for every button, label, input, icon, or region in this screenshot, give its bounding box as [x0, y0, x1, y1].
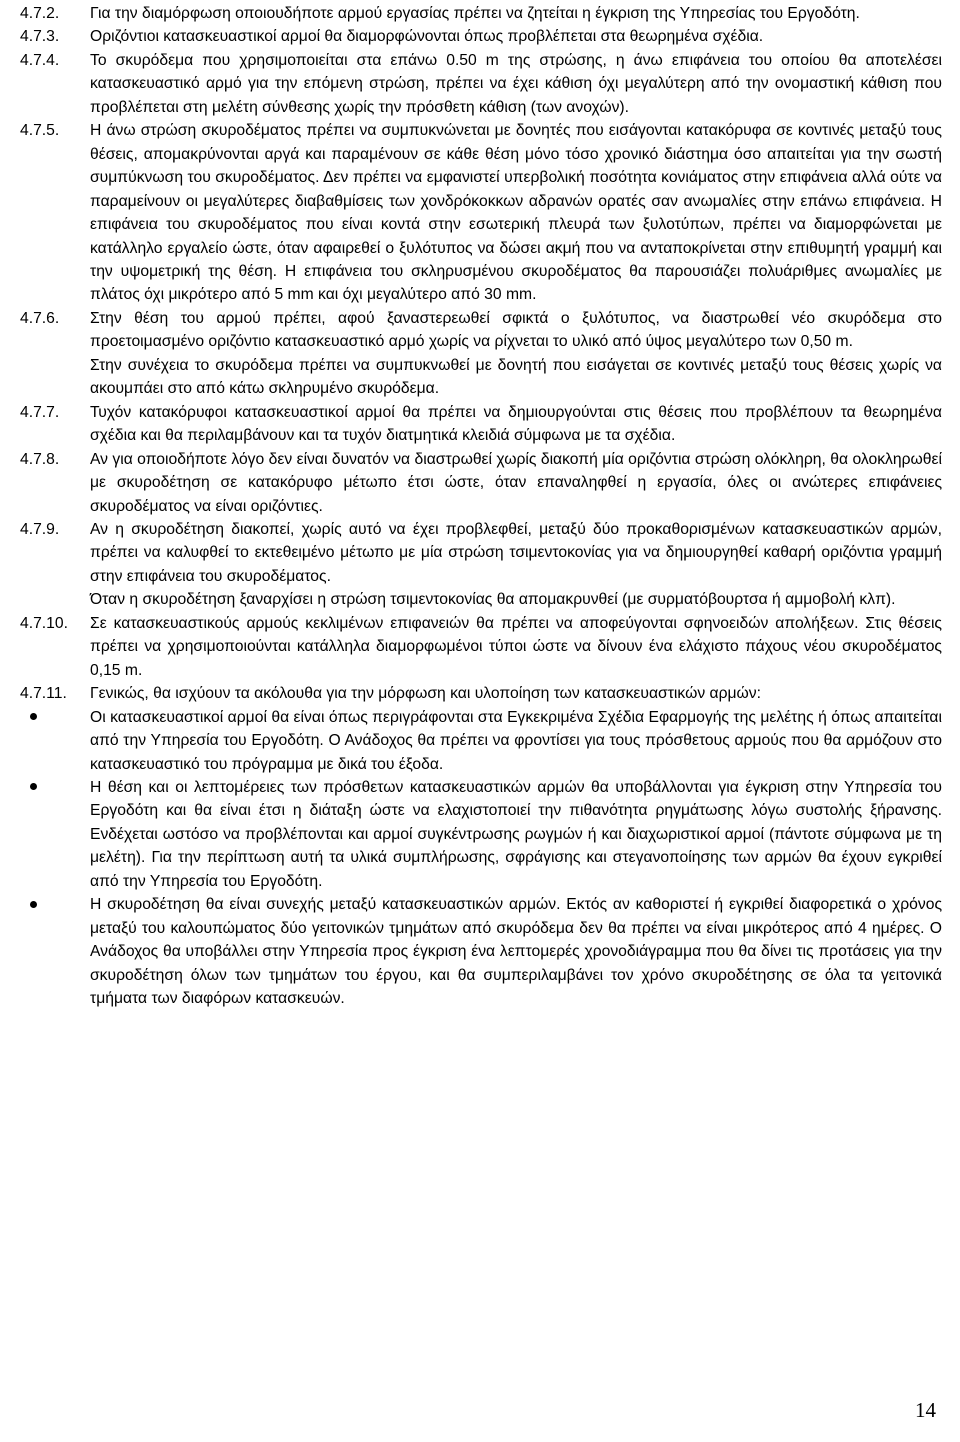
- clause-paragraph: Για την διαμόρφωση οποιουδήποτε αρμού εργασίας πρέπει να ζητείται η έγκριση της Υπηρεσίας του Εργοδότη.: [90, 5, 860, 22]
- bullet-text: Η θέση και οι λεπτομέρειες των πρόσθετων κατασκευαστικών αρμών θα υποβάλλονται για έγκριση στην Υπηρεσία του Εργοδότη και θα είναι έτσι η διάταξη ώστε να ελαχιστοποιεί την πιθανότητα ρηγμάτωσης λόγω συστολής ξήρανσης. Ενδέχεται ωστόσο να προβλέπονται και αρμοί συγκέντρωσης ρωγμών ή και διαχωριστικοί αρμοί (πάντοτε σύμφωνα με τη μελέτη). Για την περίπτωση αυτή τα υλικά συμπλήρωσης, σφράγισης και στεγανοποίησης των αρμών θα έχουν εγκριθεί από την Υπηρεσία του Εργοδότη.: [90, 778, 942, 890]
- clause: [20, 518, 942, 612]
- clause: [20, 49, 942, 119]
- clause-list: [20, 2, 942, 706]
- bullet-marker: [20, 893, 90, 916]
- bullet-item: [20, 893, 942, 1010]
- clause-body: [90, 612, 942, 682]
- clause-body: [90, 25, 942, 48]
- clause: [20, 119, 942, 307]
- clause-paragraph: Όταν η σκυροδέτηση ξαναρχίσει η στρώση τσιμεντοκονίας θα απομακρυνθεί (με συρματόβουρτσα ή αμμοβολή κλπ).: [90, 591, 896, 609]
- bullet-text: Η σκυροδέτηση θα είναι συνεχής μεταξύ κατασκευαστικών αρμών. Εκτός αν καθοριστεί ή εγκριθεί διαφορετικά ο χρόνος μεταξύ του καλουπώματος δύο γειτονικών τμημάτων από σκυρόδεμα δεν θα πρέπει να είναι μικρότερος από 4 ημέρες. Ο Ανάδοχος θα υποβάλλει στην Υπηρεσία προς έγκριση ένα λεπτομερές χρονοδιάγραμμα που θα δίνει τις προτάσεις για την σκυροδέτηση όλων των τμημάτων του έργου, και θα συμπεριλαμβάνει τον χρόνο σκυροδέτησης σε όλα τα γειτονικά τμήματα των διαφόρων κατασκευών.: [90, 896, 942, 1008]
- clause: [20, 307, 942, 401]
- clause-body: [90, 119, 942, 307]
- clause-number: 4.7.4.: [20, 51, 60, 69]
- bullet-dot-icon: [30, 713, 37, 720]
- clause: [20, 401, 942, 448]
- clause-number: 4.7.3.: [20, 28, 60, 46]
- clause-body: [90, 518, 942, 612]
- clause-number: 4.7.9.: [20, 520, 60, 538]
- bullet-marker: [20, 706, 90, 729]
- bullet-body: [90, 706, 942, 776]
- clause: [20, 448, 942, 518]
- clause-paragraph: Σε κατασκευαστικούς αρμούς κεκλιμένων επιφανειών θα πρέπει να αποφεύγονται σφηνοειδών απολήξεων. Στις θέσεις πρέπει να χρησιμοποιούνται κατάλληλα διαμορφωμένοι τύποι ώστε να δίνουν ένα ελάχιστο πάχους νέου σκυροδέματος 0,15 m.: [90, 614, 942, 679]
- clause-body: [90, 448, 942, 518]
- clause: [20, 612, 942, 682]
- clause-number: 4.7.6.: [20, 309, 60, 327]
- clause-number: 4.7.5.: [20, 122, 60, 140]
- bullet-marker: [20, 776, 90, 799]
- clause: [20, 25, 942, 48]
- clause-paragraph: Στην συνέχεια το σκυρόδεμα πρέπει να συμπυκνωθεί με δονητή που εισάγεται σε κοντινές μεταξύ τους θέσεις χωρίς να ακουμπάει στο από κάτω σκληρυμένο σκυρόδεμα.: [90, 356, 942, 398]
- clause-body: [90, 682, 942, 705]
- clause-body: [90, 49, 942, 119]
- bullet-dot-icon: [30, 783, 37, 790]
- clause-paragraph: Η άνω στρώση σκυροδέματος πρέπει να συμπυκνώνεται με δονητές που εισάγονται κατακόρυφα σε κοντινές μεταξύ τους θέσεις, απομακρύνονται αργά και παραμένουν σε κάθε θέση μόνο τόσο χρονικό διάστημα όσο απαιτείται για την σωστή συμπύκνωση του σκυροδέματος. Δεν πρέπει να εμφανιστεί υπερβολική ποσότητα κονιάματος στην επιφάνεια αλλά ούτε να παραμείνουν οι μεγαλύτερες διαβαθμίσεις των χονδρόκοκκων αδρανών ορατές σαν ανωμαλίες στην επάνω επιφάνεια. Η επιφάνεια του σκυροδέματος που είναι κοντά στην εσωτερική πλευρά των ξυλοτύπων, πρέπει να διαμορφώνεται με κατάλληλο εργαλείο ώστε, όταν αφαιρεθεί ο ξυλότυπος να δώσει ακμή που να ανταποκρίνεται στην επιθυμητή γραμμή και την υψομετρική της θέση. Η επιφάνεια του σκληρυσμένου σκυροδέματος θα παρουσιάζει πολυάριθμες ανωμαλίες με πλάτος όχι μικρότερο από 5 mm και όχι μεγαλύτερο από 30 mm.: [90, 122, 942, 304]
- bullet-item: [20, 776, 942, 893]
- clause-paragraph: Το σκυρόδεμα που χρησιμοποιείται στα επάνω 0.50 m της στρώσης, η άνω επιφάνεια του οποίου θα αποτελέσει κατασκευαστικό αρμό για την επόμενη στρώση, πρέπει να έχει κάθιση όχι μεγαλύτερη από την ονομαστική κάθιση που προβλέπεται στη μελέτη σύνθεσης χωρίς την πρόσθετη κάθιση (των ανοχών).: [90, 51, 942, 116]
- bullet-body: [90, 776, 942, 893]
- clause: [20, 682, 942, 705]
- clause: [20, 2, 942, 25]
- clause-number: 4.7.11.: [20, 685, 67, 703]
- clause-paragraph: Γενικώς, θα ισχύουν τα ακόλουθα για την μόρφωση και υλοποίηση των κατασκευαστικών αρμών:: [90, 685, 762, 703]
- bullet-item: [20, 706, 942, 776]
- clause-paragraph: Τυχόν κατακόρυφοι κατασκευαστικοί αρμοί θα πρέπει να δημιουργούνται στις θέσεις που προβλέπουν τα θεωρημένα σχέδια και θα περιλαμβάνουν και τα τυχόν διατμητικά κλειδιά σύμφωνα με τα σχέδια.: [90, 403, 942, 445]
- clause-paragraph: Αν η σκυροδέτηση διακοπεί, χωρίς αυτό να έχει προβλεφθεί, μεταξύ δύο προκαθορισμένων κατασκευαστικών αρμών, πρέπει να καλυφθεί το εκτεθειμένο μέτωπο με μία στρώση τσιμεντοκονίας για να δημιουργηθεί καθαρή οριζόντια γραμμή στην επιφάνεια του σκυροδέματος.: [90, 520, 942, 585]
- clause-number: 4.7.10.: [20, 614, 68, 632]
- clause-body: [90, 401, 942, 448]
- clause-number: 4.7.2.: [20, 5, 60, 22]
- bullet-list: [20, 706, 942, 1011]
- clause-number: 4.7.8.: [20, 450, 60, 468]
- clause-paragraph: Στην θέση του αρμού πρέπει, αφού ξαναστερεωθεί σφικτά ο ξυλότυπος, να διαστρωθεί νέο σκυρόδεμα στο προετοιμασμένο οριζόντιο κατασκευαστικό αρμό χωρίς να ρίχνεται το υλικό από ύψος μεγαλύτερο των 0,50 m.: [90, 309, 942, 351]
- page-number: 14: [915, 1398, 936, 1422]
- clause-paragraph: Αν για οποιοδήποτε λόγο δεν είναι δυνατόν να διαστρωθεί χωρίς διακοπή μία οριζόντια στρώση ολόκληρη, θα ολοκληρωθεί με σκυροδέτηση σε κατακόρυφο μέτωπο έτσι ώστε, όταν επαναληφθεί η εργασία, όλες οι ανώτερες επιφάνειες σκυροδέματος να είναι οριζόντιες.: [90, 450, 942, 515]
- clause-paragraph: Οριζόντιοι κατασκευαστικοί αρμοί θα διαμορφώνονται όπως προβλέπεται στα θεωρημένα σχέδια.: [90, 28, 764, 46]
- bullet-dot-icon: [30, 901, 37, 908]
- document-page: [20, 2, 942, 1010]
- clause-body: [90, 307, 942, 401]
- clause-body: [90, 2, 942, 25]
- bullet-text: Οι κατασκευαστικοί αρμοί θα είναι όπως περιγράφονται στα Εγκεκριμένα Σχέδια Εφαρμογής της μελέτης ή όπως απαιτείται από την Υπηρεσία του Εργοδότη. Ο Ανάδοχος θα πρέπει να φροντίσει για τους πρόσθετους αρμούς που θα αρμόζουν στο κατασκευαστικό του πρόγραμμα με δικά του έξοδα.: [90, 708, 942, 773]
- clause-number: 4.7.7.: [20, 403, 60, 421]
- bullet-body: [90, 893, 942, 1010]
